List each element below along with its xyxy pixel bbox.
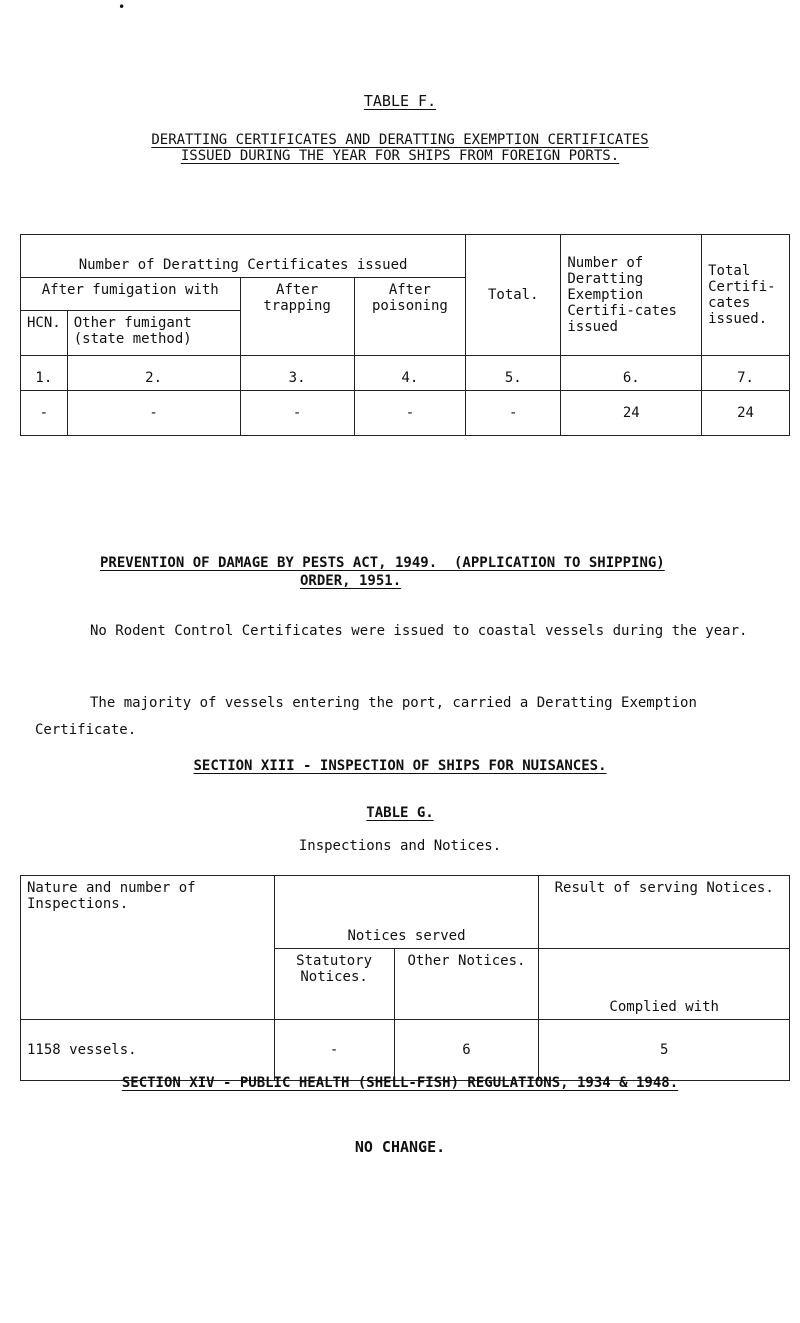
column-number: 3.: [240, 356, 354, 391]
header-nature-inspections: Nature and number of Inspections.: [21, 876, 275, 1020]
header-poisoning: After poisoning: [354, 278, 465, 356]
cell-total: -: [466, 391, 561, 436]
cell-hcn: -: [21, 391, 68, 436]
header-statutory-notices: Statutory Notices.: [274, 949, 394, 1020]
cell-poisoning: -: [354, 391, 465, 436]
section-xiv-heading: SECTION XIV - PUBLIC HEALTH (SHELL-FISH) REGULATIONS, 1934 & 1948.: [121, 1075, 679, 1091]
header-hcn: HCN.: [21, 311, 68, 356]
table-f-subtitle-line1: DERATTING CERTIFICATES AND DERATTING EXEMPTION CERTIFICATES: [151, 132, 649, 148]
header-notices-served: Notices served: [274, 876, 539, 949]
header-complied-with: Complied with: [539, 949, 790, 1020]
no-change-note: NO CHANGE.: [354, 1138, 446, 1156]
cell-total-certificates: 24: [702, 391, 790, 436]
prevention-paragraph-1: No Rodent Control Certificates were issued to coastal vessels during the year.: [90, 623, 748, 639]
cell-trapping: -: [240, 391, 354, 436]
column-number: 1.: [21, 356, 68, 391]
prevention-heading-line2: ORDER, 1951.: [300, 573, 402, 589]
prevention-heading-line1: PREVENTION OF DAMAGE BY PESTS ACT, 1949. (APPLICATION TO SHIPPING): [100, 555, 665, 571]
header-fumigation: After fumigation with: [21, 278, 241, 311]
header-trapping: After trapping: [240, 278, 354, 356]
header-result-notices: Result of serving Notices.: [539, 876, 790, 949]
cell-complied: 5: [539, 1020, 790, 1081]
page-mark: •: [118, 0, 126, 14]
header-other-notices: Other Notices.: [394, 949, 539, 1020]
column-number: 5.: [466, 356, 561, 391]
table-g: [20, 875, 790, 1081]
table-f-subtitle-line2: ISSUED DURING THE YEAR FOR SHIPS FROM FOREIGN PORTS.: [180, 148, 620, 164]
header-exemption-certificates: Number of Deratting Exemption Certifi-cates issued: [561, 235, 702, 356]
column-number: 2.: [67, 356, 240, 391]
cell-exemption: 24: [561, 391, 702, 436]
cell-other: 6: [394, 1020, 539, 1081]
table-f: [20, 234, 790, 436]
header-total: Total.: [466, 235, 561, 356]
table-g-heading: TABLE G.: [366, 805, 434, 821]
table-g-subtitle: Inspections and Notices.: [298, 838, 502, 854]
header-total-certificates: Total Certifi-cates issued.: [702, 235, 790, 356]
cell-statutory: -: [274, 1020, 394, 1081]
cell-other-fumigant: -: [67, 391, 240, 436]
section-xiii-heading: SECTION XIII - INSPECTION OF SHIPS FOR NUISANCES.: [193, 758, 607, 774]
header-other-fumigant: Other fumigant (state method): [67, 311, 240, 356]
column-number: 4.: [354, 356, 465, 391]
column-number: 7.: [702, 356, 790, 391]
prevention-paragraph-2: The majority of vessels entering the port, carried a Deratting Exemption Certificate.: [35, 695, 697, 738]
header-deratting-certificates: Number of Deratting Certificates issued: [21, 235, 466, 278]
cell-vessels: 1158 vessels.: [21, 1020, 275, 1081]
column-number: 6.: [561, 356, 702, 391]
table-f-heading: TABLE F.: [363, 92, 437, 110]
